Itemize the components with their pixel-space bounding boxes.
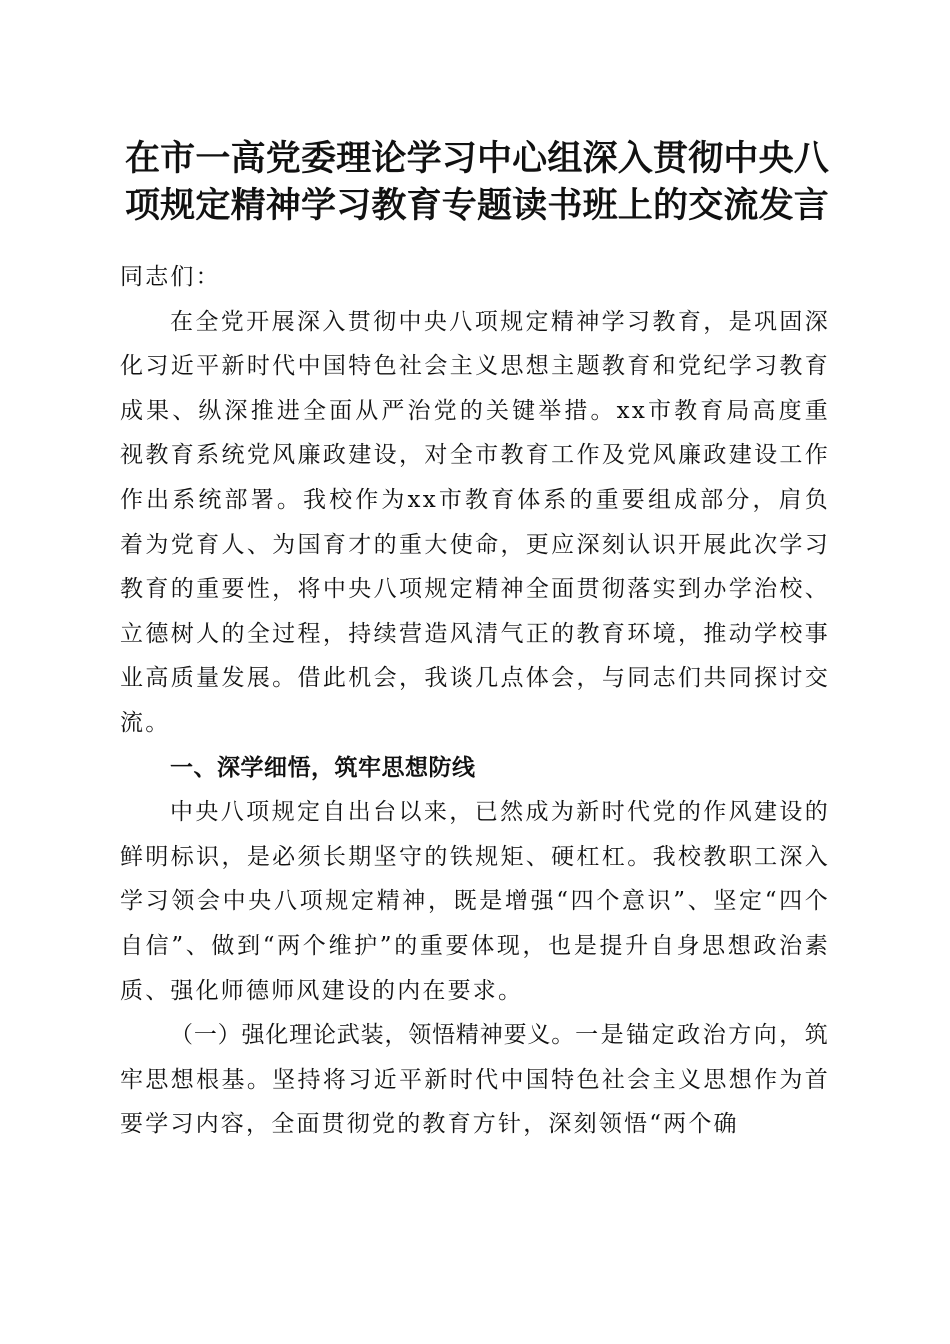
section-heading-1: 一、深学细悟，筑牢思想防线 [170, 754, 476, 781]
document-body [120, 255, 830, 1147]
section-paragraph-1: 中央八项规定自出台以来，已然成为新时代党的作风建设的鲜明标识，是必须长期坚守的铁规矩、硬杠杠。我校教职工深入学习领会中央八项规定精神，既是增强“四个意识”、坚定“四个自信”、做到“两个维护”的重要体现，也是提升自身思想政治素质、强化师德师风建设的内在要求。 [120, 799, 830, 1004]
intro-paragraph: 在全党开展深入贯彻中央八项规定精神学习教育，是巩固深化习近平新时代中国特色社会主义思想主题教育和党纪学习教育成果、纵深推进全面从严治党的关键举措。xx市教育局高度重视教育系统党风廉政建设，对全市教育工作及党风廉政建设工作作出系统部署。我校作为xx市教育体系的重要组成部分，肩负着为党育人、为国育才的重大使命，更应深刻认识开展此次学习教育的重要性，将中央八项规定精神全面贯彻落实到办学治校、立德树人的全过程，持续营造风清气正的教育环境，推动学校事业高质量发展。借此机会，我谈几点体会，与同志们共同探讨交流。 [120, 308, 830, 736]
salutation: 同志们： [120, 264, 221, 290]
subsection-text-1: 一是锚定政治方向，筑牢思想根基。坚持将习近平新时代中国特色社会主义思想作为首要学习内容，全面贯彻党的教育方针，深刻领悟“两个确 [120, 1022, 831, 1138]
document-title: 在市一高党委理论学习中心组深入贯彻中央八项规定精神学习教育专题读书班上的交流发言 [124, 138, 829, 226]
subsection-heading-1: （一）强化理论武装，领悟精神要义。 [170, 1022, 576, 1049]
subsection-paragraph-1 [120, 1013, 830, 1147]
